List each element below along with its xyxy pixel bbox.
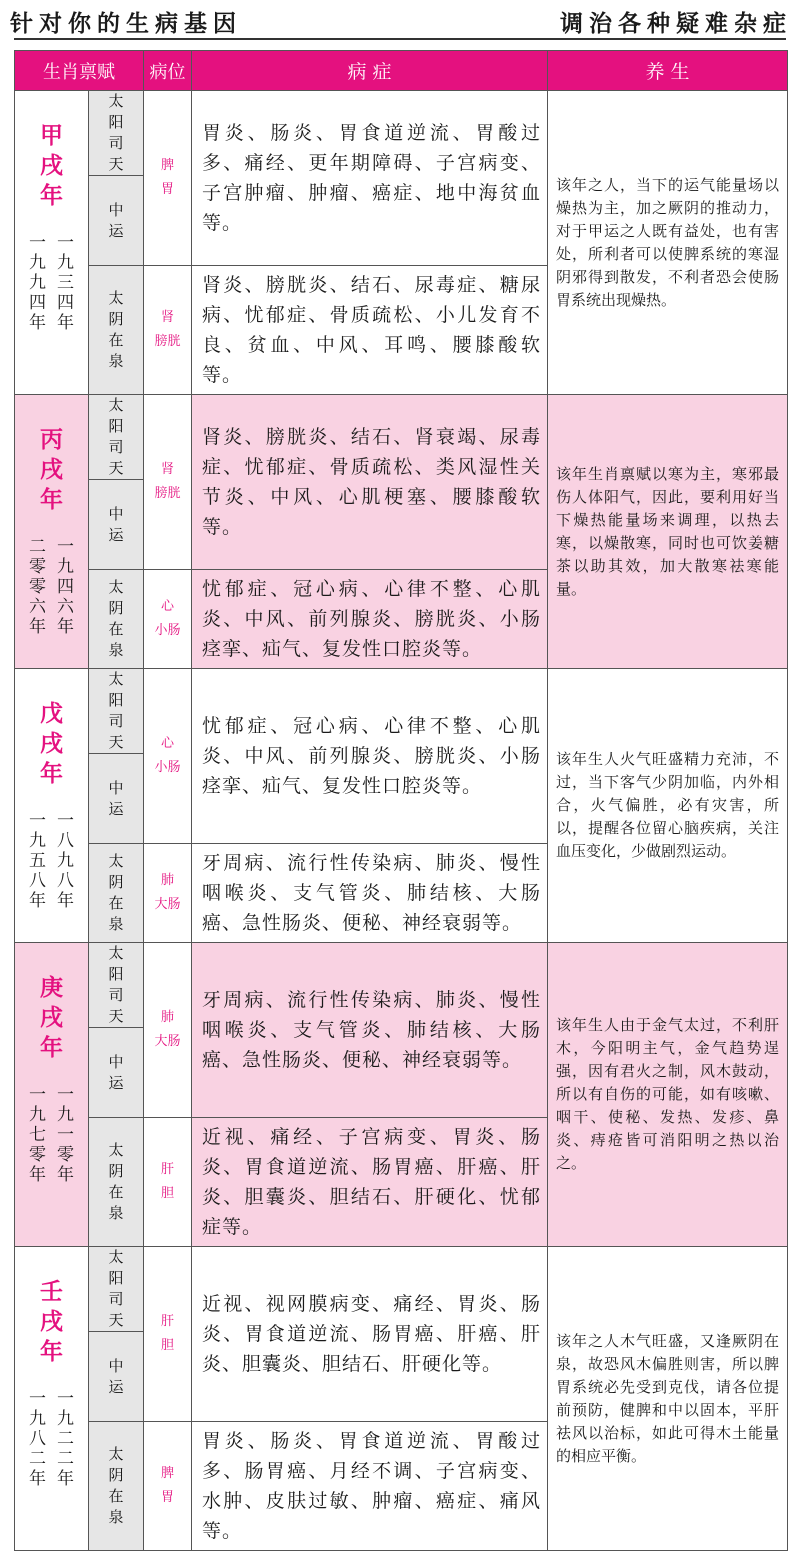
label-tianyang-text bbox=[89, 1247, 143, 1331]
label-tianyang-text-char: 司 bbox=[108, 134, 124, 152]
label-zhongyun-text bbox=[89, 1356, 143, 1398]
birth-year-right-char: 二 bbox=[57, 1449, 74, 1469]
ganzhi-title-char: 戊 bbox=[40, 701, 63, 727]
disease-lower: 肾炎、膀胱炎、结石、尿毒症、糖尿病、忧郁症、骨质疏松、小儿发育不良、贫血、中风、耳鸣、腰膝酸软等。 bbox=[192, 266, 548, 395]
disease-upper: 牙周病、流行性传染病、肺炎、慢性咽喉炎、支气管炎、肺结核、大肠癌、急性肠炎、便秘、神经衰弱等。 bbox=[192, 943, 548, 1118]
birth-year-right bbox=[57, 537, 75, 637]
table-row bbox=[15, 1247, 788, 1332]
label-tianyang-text-char: 太 bbox=[108, 92, 124, 110]
disease-lower: 忧郁症、冠心病、心律不整、心肌炎、中风、前列腺炎、膀胱炎、小肠痉挛、疝气、复发性口腔炎等。 bbox=[192, 570, 548, 669]
table-body bbox=[15, 91, 788, 1551]
label-zhongyun-text-char: 运 bbox=[108, 1377, 124, 1396]
organ-lower-text bbox=[144, 306, 191, 354]
label-zhongyun bbox=[89, 176, 144, 266]
birth-year-right-char: 年 bbox=[57, 891, 74, 911]
birth-year-right-char: 年 bbox=[57, 1165, 74, 1185]
label-zhongyun bbox=[89, 1028, 144, 1118]
column-header-zodiac: 生肖禀赋 bbox=[15, 51, 144, 91]
organ-lower bbox=[144, 1422, 192, 1551]
organ-upper-text-char: 膀胱 bbox=[154, 486, 181, 501]
year-cell bbox=[15, 669, 89, 943]
label-zhongyun-text-char: 运 bbox=[108, 799, 124, 818]
label-tianyang-text-char: 阳 bbox=[108, 965, 124, 983]
year-cell bbox=[15, 1247, 89, 1551]
organ-lower bbox=[144, 570, 192, 669]
birth-year-left-char: 年 bbox=[29, 313, 46, 333]
health-advice: 该年生人火气旺盛精力充沛，不过，当下客气少阴加临，内外相合，火气偏胜，必有灾害，所以，提醒各位留心脑疾病，关注血压变化，少做剧烈运动。 bbox=[548, 669, 788, 943]
label-taiyin bbox=[89, 570, 144, 669]
label-tianyang-text-char: 天 bbox=[108, 1007, 124, 1025]
label-taiyin-text-char: 在 bbox=[108, 1487, 124, 1505]
label-taiyin-text-char: 太 bbox=[108, 578, 124, 596]
birth-year-left-char: 零 bbox=[29, 577, 46, 597]
birth-years bbox=[15, 1389, 88, 1489]
birth-year-right bbox=[57, 1085, 75, 1185]
header-rule bbox=[14, 38, 786, 40]
label-zhongyun-text-char: 中 bbox=[108, 504, 124, 523]
birth-year-left-char: 九 bbox=[29, 831, 46, 851]
label-taiyin-text bbox=[89, 1444, 143, 1528]
organ-lower-text bbox=[144, 595, 191, 643]
disease-upper: 肾炎、膀胱炎、结石、肾衰竭、尿毒症、忧郁症、骨质疏松、类风湿性关节炎、中风、心肌梗塞、腰膝酸软等。 bbox=[192, 395, 548, 570]
label-taiyin-text-char: 泉 bbox=[108, 1508, 124, 1526]
label-taiyin-text-char: 太 bbox=[108, 289, 124, 307]
table-row bbox=[15, 943, 788, 1028]
label-taiyin-text bbox=[89, 577, 143, 661]
label-tianyang-text-char: 阳 bbox=[108, 1269, 124, 1287]
label-zhongyun-text bbox=[89, 778, 143, 820]
organ-upper-text bbox=[144, 1310, 191, 1358]
ganzhi-title-char: 戌 bbox=[40, 153, 63, 179]
birth-year-left-char: 零 bbox=[29, 557, 46, 577]
health-advice: 该年之人，当下的运气能量场以燥热为主，加之厥阴的推动力，对于甲运之人既有益处，也有害处，所利者可以使脾系统的寒湿阴邪得到散发，不利者恐会使肠胃系统出现燥热。 bbox=[548, 91, 788, 395]
birth-year-right bbox=[57, 233, 75, 333]
birth-year-left-char: 一 bbox=[29, 1389, 46, 1409]
birth-year-left-char: 年 bbox=[29, 891, 46, 911]
birth-year-left bbox=[29, 233, 47, 333]
birth-year-left-char: 九 bbox=[29, 273, 46, 293]
zodiac-disease-table bbox=[14, 50, 788, 1551]
birth-year-right-char: 一 bbox=[57, 1085, 74, 1105]
birth-year-left-char: 七 bbox=[29, 1125, 46, 1145]
birth-year-right-char: 四 bbox=[57, 577, 74, 597]
birth-year-left-char: 六 bbox=[29, 597, 46, 617]
label-taiyin-text-char: 阴 bbox=[108, 873, 124, 891]
birth-year-right-char: 年 bbox=[57, 617, 74, 637]
label-taiyin-text-char: 泉 bbox=[108, 915, 124, 933]
label-taiyin-text-char: 在 bbox=[108, 620, 124, 638]
birth-years bbox=[15, 537, 88, 637]
organ-upper bbox=[144, 91, 192, 266]
page-header bbox=[0, 0, 800, 44]
table-row bbox=[15, 669, 788, 754]
label-tianyang-text-char: 太 bbox=[108, 1248, 124, 1266]
label-taiyin-text-char: 阴 bbox=[108, 1466, 124, 1484]
organ-upper bbox=[144, 669, 192, 844]
label-zhongyun-text-char: 中 bbox=[108, 200, 124, 219]
organ-lower bbox=[144, 1118, 192, 1247]
label-tianyang-text-char: 司 bbox=[108, 1290, 124, 1308]
birth-year-left-char: 二 bbox=[29, 537, 46, 557]
ganzhi-title-char: 甲 bbox=[40, 123, 63, 149]
label-tianyang-text-char: 天 bbox=[108, 459, 124, 477]
label-taiyin-text-char: 泉 bbox=[108, 352, 124, 370]
organ-upper-text-char: 肾 bbox=[160, 462, 174, 477]
label-zhongyun-text-char: 运 bbox=[108, 221, 124, 240]
label-tianyang-text-char: 太 bbox=[108, 670, 124, 688]
organ-lower-text-char: 膀胱 bbox=[154, 334, 181, 349]
label-taiyin-text-char: 在 bbox=[108, 1183, 124, 1201]
label-zhongyun bbox=[89, 754, 144, 844]
birth-year-left-char: 年 bbox=[29, 1165, 46, 1185]
birth-year-left-char: 八 bbox=[29, 871, 46, 891]
birth-year-right-char: 三 bbox=[57, 273, 74, 293]
birth-year-left-char: 年 bbox=[29, 1469, 46, 1489]
disease-upper: 近视、视网膜病变、痛经、胃炎、肠炎、胃食道逆流、肠胃癌、肝癌、肝炎、胆囊炎、胆结石、肝硬化等。 bbox=[192, 1247, 548, 1422]
birth-year-right bbox=[57, 811, 75, 911]
ganzhi-title-char: 戌 bbox=[40, 457, 63, 483]
disease-lower: 胃炎、肠炎、胃食道逆流、胃酸过多、肠胃癌、月经不调、子宫病变、水肿、皮肤过敏、肿瘤、癌症、痛风等。 bbox=[192, 1422, 548, 1551]
label-zhongyun-text-char: 中 bbox=[108, 1356, 124, 1375]
organ-upper-text-char: 心 bbox=[160, 736, 174, 751]
label-zhongyun bbox=[89, 480, 144, 570]
birth-year-right bbox=[57, 1389, 75, 1489]
organ-upper-text-char: 胆 bbox=[160, 1338, 174, 1353]
label-taiyin-text-char: 阴 bbox=[108, 599, 124, 617]
label-taiyin bbox=[89, 844, 144, 943]
birth-year-left-char: 一 bbox=[29, 811, 46, 831]
ganzhi-title-char: 戌 bbox=[40, 1309, 63, 1335]
birth-year-right-char: 九 bbox=[57, 1409, 74, 1429]
organ-upper-text-char: 肝 bbox=[160, 1314, 174, 1329]
health-advice: 该年生人由于金气太过，不利肝木，今阳明主气，金气趋势逞强，因有君火之制，风木鼓动，所以有自伤的可能，如有咳嗽、咽干、使秘、发热、发疹、鼻炎、痔疮皆可消阳明之热以治之。 bbox=[548, 943, 788, 1247]
birth-year-left-char: 一 bbox=[29, 1085, 46, 1105]
organ-upper-text-char: 脾 bbox=[160, 158, 174, 173]
table-header-row bbox=[15, 51, 788, 91]
label-zhongyun-text bbox=[89, 200, 143, 242]
birth-year-right-char: 八 bbox=[57, 831, 74, 851]
birth-year-left-char: 八 bbox=[29, 1429, 46, 1449]
organ-lower-text-char: 心 bbox=[160, 599, 174, 614]
organ-lower-text-char: 胃 bbox=[160, 1490, 174, 1505]
organ-lower-text bbox=[144, 1462, 191, 1510]
label-tianyang-text bbox=[89, 91, 143, 175]
birth-year-right-char: 一 bbox=[57, 1125, 74, 1145]
birth-year-right-char: 九 bbox=[57, 253, 74, 273]
health-advice: 该年之人木气旺盛，又逢厥阴在泉，故恐风木偏胜则害，所以脾胃系统必先受到克伐，请各位提前预防，健脾和中以固本，平肝祛风以治标，如此可得木土能量的相应平衡。 bbox=[548, 1247, 788, 1551]
label-zhongyun-text-char: 中 bbox=[108, 1052, 124, 1071]
year-cell bbox=[15, 395, 89, 669]
label-taiyin-text bbox=[89, 288, 143, 372]
birth-year-left-char: 二 bbox=[29, 1449, 46, 1469]
disease-lower: 牙周病、流行性传染病、肺炎、慢性咽喉炎、支气管炎、肺结核、大肠癌、急性肠炎、便秘、神经衰弱等。 bbox=[192, 844, 548, 943]
birth-year-right-char: 一 bbox=[57, 233, 74, 253]
label-taiyin-text-char: 泉 bbox=[108, 1204, 124, 1222]
organ-upper bbox=[144, 395, 192, 570]
birth-year-left bbox=[29, 811, 47, 911]
label-zhongyun bbox=[89, 1332, 144, 1422]
organ-upper-text bbox=[144, 1006, 191, 1054]
organ-upper-text bbox=[144, 154, 191, 202]
ganzhi-title bbox=[40, 425, 64, 515]
label-zhongyun-text bbox=[89, 504, 143, 546]
birth-year-left-char: 九 bbox=[29, 1409, 46, 1429]
ganzhi-title bbox=[40, 973, 64, 1063]
birth-year-left-char: 零 bbox=[29, 1145, 46, 1165]
ganzhi-title-char: 年 bbox=[40, 1035, 63, 1061]
label-tianyang-text bbox=[89, 669, 143, 753]
organ-lower-text-char: 胆 bbox=[160, 1186, 174, 1201]
label-taiyin-text-char: 太 bbox=[108, 1141, 124, 1159]
label-taiyin-text-char: 太 bbox=[108, 852, 124, 870]
birth-year-right-char: 零 bbox=[57, 1145, 74, 1165]
label-zhongyun-text-char: 运 bbox=[108, 525, 124, 544]
birth-year-right-char: 一 bbox=[57, 1389, 74, 1409]
birth-year-left-char: 一 bbox=[29, 233, 46, 253]
column-header-disease: 病 症 bbox=[192, 51, 548, 91]
organ-upper-text-char: 肺 bbox=[160, 1010, 174, 1025]
ganzhi-title-char: 年 bbox=[40, 1339, 63, 1365]
birth-year-right-char: 九 bbox=[57, 1105, 74, 1125]
organ-upper-text-char: 大肠 bbox=[154, 1034, 181, 1049]
table-row bbox=[15, 91, 788, 176]
organ-upper bbox=[144, 1247, 192, 1422]
ganzhi-title-char: 年 bbox=[40, 761, 63, 787]
organ-upper-text bbox=[144, 458, 191, 506]
label-tianyang-text-char: 天 bbox=[108, 733, 124, 751]
column-header-position: 病位 bbox=[144, 51, 192, 91]
birth-year-left bbox=[29, 1085, 47, 1185]
organ-lower-text-char: 肺 bbox=[160, 873, 174, 888]
label-zhongyun-text-char: 运 bbox=[108, 1073, 124, 1092]
label-tianyang-text-char: 阳 bbox=[108, 691, 124, 709]
birth-year-left-char: 四 bbox=[29, 293, 46, 313]
birth-year-right-char: 九 bbox=[57, 557, 74, 577]
label-taiyin-text-char: 在 bbox=[108, 894, 124, 912]
ganzhi-title-char: 壬 bbox=[40, 1279, 63, 1305]
header-left-title: 针对你的生病基因 bbox=[10, 11, 242, 37]
label-tianyang-text bbox=[89, 943, 143, 1027]
ganzhi-title-char: 年 bbox=[40, 183, 63, 209]
ganzhi-title-char: 庚 bbox=[40, 975, 63, 1001]
table-row bbox=[15, 395, 788, 480]
birth-years bbox=[15, 233, 88, 333]
birth-year-right-char: 四 bbox=[57, 293, 74, 313]
birth-year-right-char: 一 bbox=[57, 811, 74, 831]
birth-year-left-char: 年 bbox=[29, 617, 46, 637]
birth-year-right-char: 八 bbox=[57, 871, 74, 891]
ganzhi-title bbox=[40, 121, 64, 211]
label-tianyang bbox=[89, 669, 144, 754]
column-header-health: 养 生 bbox=[548, 51, 788, 91]
label-tianyang-text-char: 天 bbox=[108, 1311, 124, 1329]
ganzhi-title-char: 戌 bbox=[40, 731, 63, 757]
label-taiyin-text-char: 阴 bbox=[108, 1162, 124, 1180]
label-taiyin-text-char: 在 bbox=[108, 331, 124, 349]
birth-year-left-char: 九 bbox=[29, 253, 46, 273]
birth-years bbox=[15, 811, 88, 911]
organ-lower-text bbox=[144, 1158, 191, 1206]
label-taiyin-text-char: 泉 bbox=[108, 641, 124, 659]
label-tianyang bbox=[89, 91, 144, 176]
organ-lower-text-char: 肝 bbox=[160, 1162, 174, 1177]
organ-lower bbox=[144, 266, 192, 395]
label-tianyang-text-char: 太 bbox=[108, 396, 124, 414]
birth-year-right-char: 一 bbox=[57, 537, 74, 557]
year-cell bbox=[15, 943, 89, 1247]
label-taiyin-text-char: 太 bbox=[108, 1445, 124, 1463]
organ-lower-text-char: 大肠 bbox=[154, 897, 181, 912]
organ-upper-text-char: 胃 bbox=[160, 182, 174, 197]
label-zhongyun-text-char: 中 bbox=[108, 778, 124, 797]
birth-years bbox=[15, 1085, 88, 1185]
birth-year-right-char: 九 bbox=[57, 851, 74, 871]
label-tianyang-text bbox=[89, 395, 143, 479]
organ-lower-text bbox=[144, 869, 191, 917]
ganzhi-title bbox=[40, 1277, 64, 1367]
ganzhi-title-char: 丙 bbox=[40, 427, 63, 453]
label-tianyang-text-char: 太 bbox=[108, 944, 124, 962]
label-tianyang-text-char: 阳 bbox=[108, 113, 124, 131]
birth-year-right-char: 二 bbox=[57, 1429, 74, 1449]
label-taiyin bbox=[89, 1118, 144, 1247]
organ-upper-text-char: 小肠 bbox=[154, 760, 181, 775]
header-right-title: 调治各种疑难杂症 bbox=[560, 11, 792, 37]
organ-lower-text-char: 肾 bbox=[160, 310, 174, 325]
disease-lower: 近视、痛经、子宫病变、胃炎、肠炎、胃食道逆流、肠胃癌、肝癌、肝炎、胆囊炎、胆结石、肝硬化、忧郁症等。 bbox=[192, 1118, 548, 1247]
label-tianyang-text-char: 司 bbox=[108, 986, 124, 1004]
birth-year-left bbox=[29, 537, 47, 637]
ganzhi-title-char: 戌 bbox=[40, 1005, 63, 1031]
organ-upper-text bbox=[144, 732, 191, 780]
label-tianyang bbox=[89, 1247, 144, 1332]
label-zhongyun-text bbox=[89, 1052, 143, 1094]
organ-lower-text-char: 脾 bbox=[160, 1466, 174, 1481]
organ-upper bbox=[144, 943, 192, 1118]
label-taiyin-text-char: 阴 bbox=[108, 310, 124, 328]
label-tianyang-text-char: 阳 bbox=[108, 417, 124, 435]
health-advice: 该年生肖禀赋以寒为主，寒邪最伤人体阳气，因此，要利用好当下燥热能量场来调理，以热去寒，以燥散寒，同时也可饮姜糖茶以助其效，加大散寒祛寒能量。 bbox=[548, 395, 788, 669]
disease-upper: 忧郁症、冠心病、心律不整、心肌炎、中风、前列腺炎、膀胱炎、小肠痉挛、疝气、复发性口腔炎等。 bbox=[192, 669, 548, 844]
organ-lower-text-char: 小肠 bbox=[154, 623, 181, 638]
birth-year-right-char: 年 bbox=[57, 1469, 74, 1489]
ganzhi-title-char: 年 bbox=[40, 487, 63, 513]
label-tianyang bbox=[89, 943, 144, 1028]
birth-year-left-char: 九 bbox=[29, 1105, 46, 1125]
label-taiyin bbox=[89, 1422, 144, 1551]
label-taiyin bbox=[89, 266, 144, 395]
birth-year-left-char: 五 bbox=[29, 851, 46, 871]
label-taiyin-text bbox=[89, 1140, 143, 1224]
disease-upper: 胃炎、肠炎、胃食道逆流、胃酸过多、痛经、更年期障碍、子宫病变、子宫肿瘤、肿瘤、癌症、地中海贫血等。 bbox=[192, 91, 548, 266]
label-tianyang-text-char: 司 bbox=[108, 712, 124, 730]
birth-year-right-char: 六 bbox=[57, 597, 74, 617]
birth-year-left bbox=[29, 1389, 47, 1489]
label-tianyang bbox=[89, 395, 144, 480]
label-taiyin-text bbox=[89, 851, 143, 935]
year-cell bbox=[15, 91, 89, 395]
ganzhi-title bbox=[40, 699, 64, 789]
birth-year-right-char: 年 bbox=[57, 313, 74, 333]
label-tianyang-text-char: 司 bbox=[108, 438, 124, 456]
organ-lower bbox=[144, 844, 192, 943]
label-tianyang-text-char: 天 bbox=[108, 155, 124, 173]
